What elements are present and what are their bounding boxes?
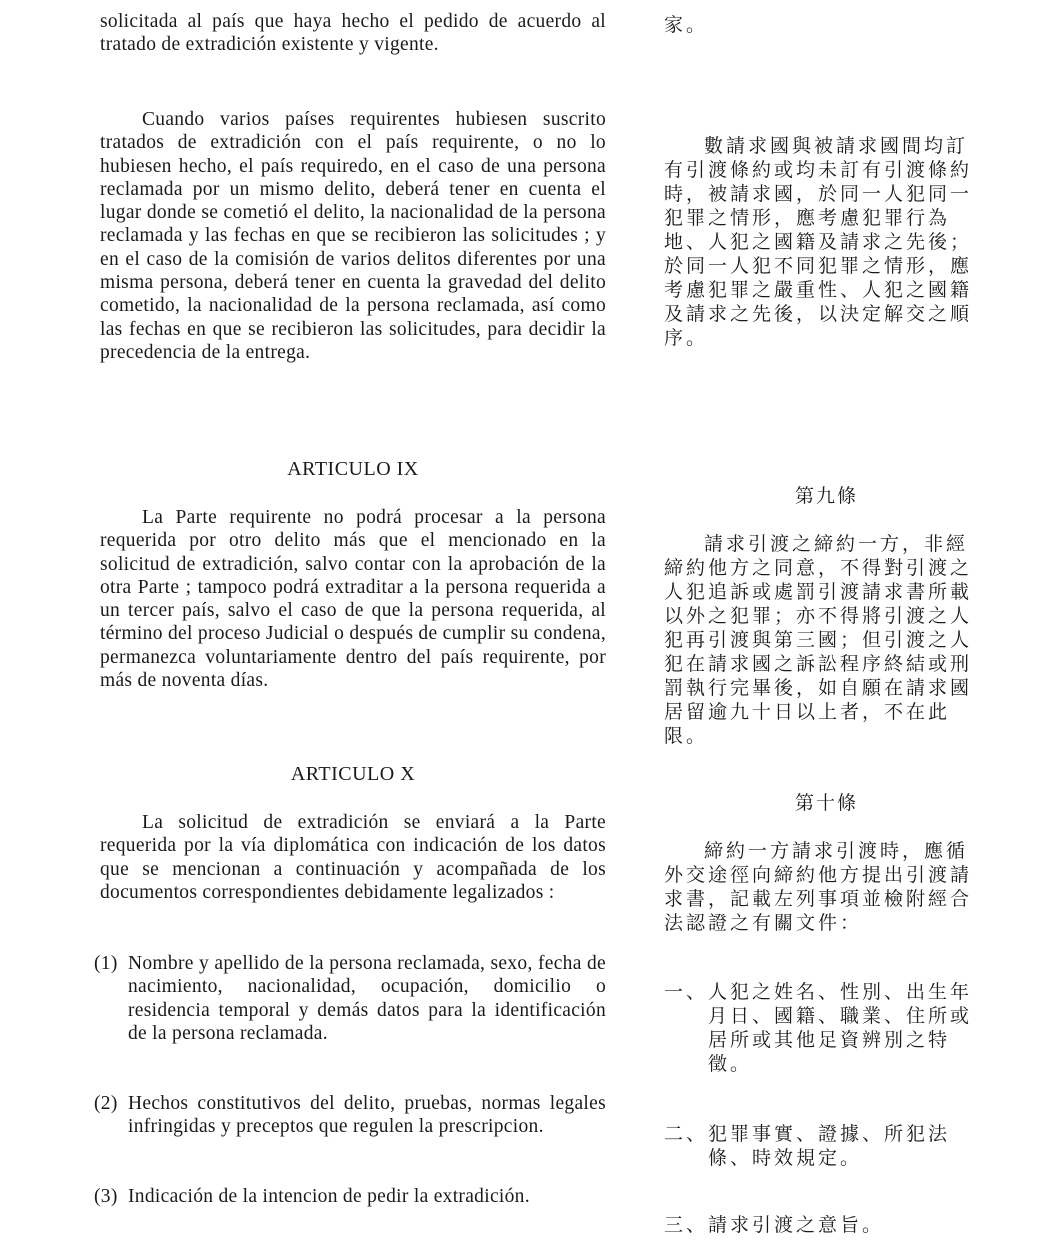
zh-list-item-number: 二、	[664, 1123, 709, 1145]
es-list-item-text: Nombre y apellido de la persona reclamada, sexo, fecha de nacimiento, nacionalidad, ocupación, domicilio o residencia temporal y demás datos para la identificación de la persona reclamada.	[128, 953, 606, 1044]
es-article-x-paragraph	[100, 811, 606, 904]
zh-article-ix-heading-block	[664, 484, 989, 508]
zh-list-item-2	[664, 1122, 989, 1170]
zh-article-x-heading-block	[664, 791, 989, 815]
es-list-item-1	[94, 952, 606, 1045]
es-list-item-number: (1)	[94, 953, 118, 974]
es-paragraph-text: La Parte requirente no podrá procesar a la persona requerida por otro delito más que el mencionado en la solicitud de extradición, salvo contar con la aprobación de la otra Parte ; tampoco podrá extraditar a la persona requerida a un tercer país, salvo el caso de que la persona requerida, al término del proceso Judicial o después de cumplir su condena, permanezca voluntariamente dentro del país requirente, por más de noventa días.	[100, 507, 606, 692]
es-paragraph-text: La solicitud de extradición se enviará a la Parte requerida por la vía diplomática con indicación de los datos que se mencionan a continuación y acompañada de los documentos correspondientes debidamente legalizados :	[100, 812, 606, 903]
zh-article-x-paragraph	[664, 839, 989, 935]
es-article-x-heading: ARTICULO X	[290, 763, 416, 785]
es-paragraph-continuation	[100, 10, 606, 57]
zh-list-item-1	[664, 980, 989, 1076]
zh-list-item-number: 一、	[664, 981, 709, 1003]
zh-list-item-3	[664, 1213, 989, 1237]
es-list-item-number: (2)	[94, 1093, 118, 1114]
zh-list-item-text: 犯罪事實、證據、所犯法條、時效規定。	[708, 1123, 951, 1169]
zh-list-item-text: 請求引渡之意旨。	[708, 1214, 885, 1236]
es-list-item-text: Hechos constitutivos del delito, pruebas, normas legales infringidas y preceptos que regulen la prescripcion.	[128, 1093, 606, 1138]
es-list-item-2	[94, 1092, 606, 1139]
zh-article-x-heading: 第十條	[794, 792, 858, 814]
es-article-ix-heading-block	[100, 458, 606, 481]
zh-paragraph-text: 締約一方請求引渡時，應循外交途徑向締約他方提出引渡請求書，記載左列事項並檢附經合法認證之有關文件：	[664, 840, 973, 934]
zh-paragraph-text: 請求引渡之締約一方，非經締約他方之同意，不得對引渡之人犯追訴或處罰引渡請求書所載以外之犯罪；亦不得將引渡之人犯再引渡與第三國；但引渡之人犯在請求國之訴訟程序終結或刑罰執行完畢後，如自願在請求國居留逾九十日以上者，不在此限。	[664, 533, 973, 747]
zh-paragraph-continuation	[664, 13, 989, 37]
es-list-item-number: (3)	[94, 1186, 118, 1207]
zh-article-ix-heading: 第九條	[794, 485, 858, 507]
es-article-ix-heading: ARTICULO IX	[287, 458, 419, 480]
es-paragraph-text: Cuando varios países requirentes hubiesen suscrito tratados de extradición con el país requirente, o no lo hubiesen hecho, el país requiredo, en el caso de una persona reclamada por un mismo delito, deberá tener en cuenta el lugar donde se cometió el delito, la nacionalidad de la persona reclamada y las fechas en que se recibieron las solicitudes ; y en el caso de la comisión de varios delitos diferentes por una misma persona, deberá tener en cuenta la gravedad del delito cometido, la nacionalidad de la persona reclamada, así como las fechas en que se recibieron las solicitudes, para decidir la precedencia de la entrega.	[100, 109, 606, 363]
es-article-x-heading-block	[100, 763, 606, 786]
es-paragraph-text: solicitada al país que haya hecho el pedido de acuerdo al tratado de extradición existente y vigente.	[100, 11, 606, 56]
zh-paragraph-text: 家。	[664, 14, 709, 36]
zh-list-item-number: 三、	[664, 1214, 709, 1236]
es-list-item-3	[94, 1185, 606, 1208]
zh-paragraph-multiple-requests	[664, 134, 989, 350]
es-paragraph-multiple-requests	[100, 108, 606, 364]
es-list-item-text: Indicación de la intencion de pedir la extradición.	[128, 1186, 530, 1207]
zh-paragraph-text: 數請求國與被請求國間均訂有引渡條約或均未訂有引渡條約時，被請求國，於同一人犯同一犯罪之情形，應考慮犯罪行為地、人犯之國籍及請求之先後；於同一人犯不同犯罪之情形，應考慮犯罪之嚴重性、人犯之國籍及請求之先後，以決定解交之順序。	[664, 135, 973, 349]
zh-list-item-text: 人犯之姓名、性別、出生年月日、國籍、職業、住所或居所或其他足資辨別之特徵。	[708, 981, 973, 1075]
es-article-ix-paragraph	[100, 506, 606, 692]
zh-article-ix-paragraph	[664, 532, 989, 748]
